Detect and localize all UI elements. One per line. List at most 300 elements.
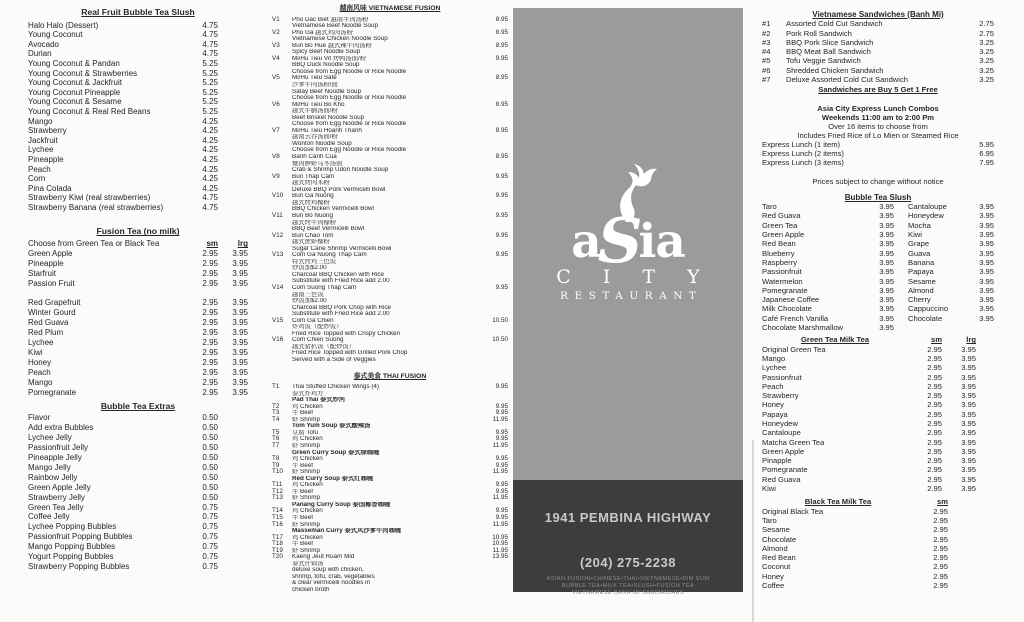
menu-row (28, 463, 248, 473)
item-name: Winter Gourd (28, 308, 76, 318)
item-text: Charcoal BBQ Chicken with Rice (292, 271, 385, 278)
lunch-hours: Weekends 11:00 am to 2:00 Pm (821, 112, 935, 122)
menu-row (762, 211, 894, 220)
item-price-large: 3.95 (232, 249, 248, 259)
item-price-small: 2.95 (927, 446, 942, 456)
item-price: 6.95 (979, 148, 994, 158)
menu-row (908, 249, 994, 258)
menu-row (28, 358, 248, 368)
item-name: Yogurt Popping Bubbles (28, 552, 114, 562)
menu-row (762, 202, 894, 211)
item-price: 4.75 (202, 30, 218, 40)
item-price: 8.95 (495, 100, 508, 108)
item-name: Cappuccino (908, 304, 949, 314)
item-name: Green Apple Jelly (28, 482, 91, 492)
item-price-small: 2.95 (202, 348, 218, 358)
item-code: V13 (272, 251, 284, 259)
item-code: V9 (272, 172, 280, 180)
menu-row (28, 493, 248, 503)
item-text: Thai Stuffed Chicken Wings (4) (292, 384, 380, 391)
item-price-small: 2.95 (927, 465, 942, 475)
item-price: 3.95 (879, 285, 894, 295)
menu-row (908, 304, 994, 313)
item-code: T12 (272, 487, 283, 495)
item-text: Com Chien Suong (292, 337, 344, 344)
page-fold-edge (752, 440, 754, 622)
menu-row (908, 286, 994, 295)
menu-row (762, 221, 894, 230)
item-price: 0.50 (202, 472, 218, 482)
item-price: 0.50 (202, 453, 218, 462)
item-name: Lychee (28, 338, 54, 348)
item-name: Young Coconut & Real Red Beans (28, 106, 151, 116)
item-price: 2.95 (933, 562, 948, 572)
item-code: V7 (272, 126, 280, 134)
item-price: 11.95 (492, 520, 508, 528)
item-price: 10.95 (492, 540, 508, 548)
item-text: 炒饭加$2.00 (292, 265, 327, 272)
item-name: Strawberry Jelly (28, 492, 85, 502)
item-price: 0.75 (202, 502, 218, 512)
menu-row (28, 338, 248, 348)
item-name: Passionfruit (762, 372, 802, 382)
item-price: 2.95 (933, 506, 948, 516)
item-price-large: 3.95 (961, 344, 976, 354)
item-price-small: 2.95 (202, 259, 218, 269)
item-text: Vietnamese Chicken Noodle Soup (292, 36, 388, 43)
item-price-large: 3.95 (232, 298, 248, 308)
menu-row (28, 78, 248, 88)
item-text: Mi/Hu Tieu Vit 烤鸭汤面/粉 (292, 55, 367, 62)
menu-row (762, 507, 948, 516)
item-price: 3.95 (879, 248, 894, 258)
item-price-small: 2.95 (202, 388, 218, 398)
menu-row (908, 202, 994, 211)
item-text: BBQ Duck Noodle Soup (292, 62, 360, 69)
item-price-large: 3.95 (961, 484, 976, 494)
lunch-title: Asia City Express Lunch Combos (817, 103, 939, 113)
menu-row (28, 328, 248, 338)
item-code: T13 (272, 494, 283, 502)
menu-row (762, 304, 894, 313)
item-price: 9.95 (495, 409, 508, 417)
item-text: 虾 Shrimp (292, 495, 320, 502)
item-text: Kaeng Jeut Ruam Mid (292, 554, 355, 561)
section-green-tea-milk-tea (762, 335, 994, 493)
item-text: Crab & Shrimp Udon Noodle Soup (292, 167, 389, 174)
item-text: chicken broth (292, 587, 330, 594)
item-price-small: 2.95 (202, 378, 218, 388)
item-name: Jackfruit (28, 135, 58, 145)
menu-row (762, 562, 948, 571)
item-text: Served with a Side of Veggies (292, 356, 376, 363)
item-name: Red Plum (28, 328, 64, 338)
menu-row (762, 267, 894, 276)
item-name: Tofu Veggie Sandwich (786, 56, 861, 66)
section-title-black-tea-milk-tea: Black Tea Milk Tea (804, 497, 872, 507)
menu-row (28, 522, 248, 532)
menu-row (28, 388, 248, 398)
item-text: 鸡 Chicken (292, 403, 323, 410)
item-name: Sesame (762, 525, 790, 535)
item-text: Com Ga Nuong Thap Cam (292, 252, 367, 259)
item-name: Passion Fruit (28, 279, 75, 289)
sandwich-deal-note: Sandwiches are Buy 5 Get 1 Free (818, 85, 938, 95)
item-text: Panang Curry Soup 泰国椰香咖喱 (292, 501, 391, 508)
item-text: Pho Ga 越式鸡肉汤粉 (292, 29, 353, 36)
item-price: 3.95 (879, 276, 894, 286)
section-title-bubble-tea-extras: Bubble Tea Extras (100, 401, 176, 412)
item-text: Bun Ga Nuong (292, 193, 334, 200)
item-name: Mocha (908, 220, 931, 230)
item-text: Fried Rice Topped with Crispy Chicken (292, 330, 401, 337)
item-price: 2.95 (933, 525, 948, 535)
item-price-small: 2.95 (202, 279, 218, 289)
menu-row (28, 483, 248, 493)
item-name: Taro (762, 202, 777, 212)
item-text: 越式烤牛肉檬粉 (292, 219, 337, 226)
item-price-small: 2.95 (202, 249, 218, 259)
logo-word-restaurant: RESTAURANT (560, 290, 703, 302)
item-price: 9.95 (495, 455, 508, 463)
item-price-small: 2.95 (927, 474, 942, 484)
item-price: 3.95 (979, 257, 994, 267)
menu-row (28, 453, 248, 463)
item-price: 0.75 (202, 552, 218, 562)
section-title-vietnamese-sandwiches: Vietnamese Sandwiches (Banh Mi) (812, 10, 944, 19)
item-price: 2.95 (933, 581, 948, 591)
menu-row (28, 49, 248, 59)
item-text: Masseman Curry 泰式风沙爹牛肉咖喱 (292, 528, 402, 535)
item-price-small: 2.95 (927, 391, 942, 401)
menu-row (908, 267, 994, 276)
item-price: 3.95 (979, 313, 994, 323)
brand-panel (513, 8, 743, 596)
section-title-green-tea-milk-tea: Green Tea Milk Tea (800, 335, 870, 345)
item-name: Cantaloupe (908, 202, 947, 212)
item-price: 2.75 (979, 28, 994, 38)
menu-row (28, 97, 248, 107)
menu-row (28, 203, 248, 213)
item-text: Substitute with Fried Rice add 2.00 (292, 311, 390, 318)
item-name: Honeydew (762, 418, 798, 428)
item-price: 8.95 (495, 74, 508, 82)
price-change-notice: Prices subject to change without notice (812, 176, 944, 186)
item-price: 9.95 (495, 383, 508, 391)
item-price: 11.95 (492, 415, 508, 423)
item-price: 8.95 (495, 126, 508, 134)
item-code: T10 (272, 468, 283, 476)
menu-row (272, 587, 508, 594)
item-price: 3.25 (979, 47, 994, 57)
menu-row (28, 165, 248, 175)
item-name: Lychee (28, 145, 54, 155)
item-price-large: 3.95 (961, 465, 976, 475)
item-name: Honey (762, 400, 784, 410)
menu-row (28, 145, 248, 155)
item-price-large: 3.95 (232, 338, 248, 348)
menu-row (28, 184, 248, 194)
item-price-large: 3.95 (232, 348, 248, 358)
menu-row (762, 47, 994, 56)
item-price: 3.95 (979, 267, 994, 277)
menu-row (908, 239, 994, 248)
item-text: 越式烤肉米粉 (292, 180, 330, 187)
item-code: V6 (272, 100, 280, 108)
item-text: BBQ Beef Vermicelli Bowl (292, 226, 365, 233)
item-price: 4.25 (202, 126, 218, 136)
item-text: Bun Bo Nuong (292, 212, 333, 219)
item-price: 9.95 (495, 172, 508, 180)
item-price: 9.95 (495, 402, 508, 410)
item-price-small: 2.95 (927, 400, 942, 410)
menu-row (28, 59, 248, 69)
fusion-tea-subtitle-row (28, 239, 248, 249)
menu-row (762, 249, 894, 258)
item-price-large: 3.95 (961, 456, 976, 466)
item-price-small: 2.95 (202, 358, 218, 368)
menu-row (28, 40, 248, 50)
item-price: 9.95 (495, 435, 508, 443)
item-price-small: 2.95 (927, 381, 942, 391)
item-price-large: 3.95 (232, 308, 248, 318)
item-name: Peach (28, 164, 51, 174)
section-title-vietnamese-fusion: 越南风味 VIETNAMESE FUSION (339, 5, 441, 12)
item-name: Peach (762, 381, 784, 391)
item-code: T19 (272, 546, 283, 554)
item-text: Banh Canh Cua (292, 154, 337, 161)
item-price-large: 3.95 (961, 428, 976, 438)
item-text: Fried Rice Topped with Grilled Pork Chop (292, 350, 408, 357)
item-name: Sesame (908, 276, 936, 286)
menu-row (762, 345, 976, 354)
item-price-large: 3.95 (961, 372, 976, 382)
item-price-small: 2.95 (202, 308, 218, 318)
item-code: #1 (762, 19, 771, 29)
item-name: Starfruit (28, 269, 57, 279)
section-title-real-fruit-slush: Real Fruit Bubble Tea Slush (81, 7, 195, 17)
item-price: 3.95 (979, 220, 994, 230)
item-price-large: 3.95 (232, 318, 248, 328)
item-text: Com Ga Chien (292, 317, 334, 324)
menu-row (762, 525, 948, 534)
section-title-thai-fusion: 泰式美食 THAI FUSION (353, 372, 427, 380)
item-name: Passionfruit Popping Bubbles (28, 532, 133, 542)
item-price: 5.25 (202, 87, 218, 97)
item-text: Green Curry Soup 泰式绿咖喱 (292, 449, 380, 456)
item-text: 越式蔗虾檬粉 (292, 239, 330, 246)
item-name: Strawberry (28, 126, 67, 136)
menu-row (762, 258, 894, 267)
item-name: Original Black Tea (762, 506, 824, 516)
item-text: 虾 Shrimp (292, 469, 320, 476)
menu-row (28, 88, 248, 98)
restaurant-logo (513, 160, 743, 303)
item-name: Shredded Chicken Sandwich (786, 65, 884, 75)
menu-row (762, 29, 994, 38)
fusion-tea-subtitle: Choose from Green Tea or Black Tea (28, 239, 160, 249)
item-text: 虾 Shrimp (292, 547, 320, 554)
item-name: BBQ Meat Ball Sandwich (786, 47, 871, 57)
menu-row (908, 277, 994, 286)
item-name: Almond (762, 543, 788, 553)
item-price: 2.95 (933, 543, 948, 553)
menu-row (762, 456, 976, 465)
menu-row (762, 66, 994, 75)
item-price: 3.95 (879, 295, 894, 305)
item-name: Red Bean (762, 553, 796, 563)
item-text: Tom Yum Soup 泰式酸辣汤 (292, 423, 371, 430)
item-price: 2.95 (933, 515, 948, 525)
item-text: 鸡 Chicken (292, 456, 323, 463)
item-name: Green Apple (762, 446, 805, 456)
item-price: 4.25 (202, 164, 218, 174)
item-code: T15 (272, 514, 283, 522)
item-name: Green Tea Jelly (28, 502, 84, 512)
item-code: T5 (272, 428, 280, 436)
item-text: Charcoal BBQ Pork Chop with Rice (292, 304, 392, 311)
item-price: 2.95 (933, 553, 948, 563)
item-name: Lychee (762, 363, 787, 373)
item-price-small: 2.95 (927, 409, 942, 419)
item-price: 4.25 (202, 183, 218, 193)
menu-row (28, 443, 248, 453)
item-name: BBQ Pork Slice Sandwich (786, 37, 874, 47)
menu-row (28, 368, 248, 378)
item-name: Young Coconut & Pandan (28, 58, 120, 68)
menu-row (762, 544, 948, 553)
item-text: 泰式什锦汤 (292, 560, 324, 567)
logo-word-asia: aSia (571, 204, 685, 277)
item-text: 虾 Shrimp (292, 521, 320, 528)
item-price: 3.95 (879, 304, 894, 314)
item-text: BBQ Chicken Vermicelli Bowl (292, 206, 374, 213)
item-price-large: 3.95 (232, 368, 248, 378)
item-name: Taro (762, 515, 777, 525)
menu-row (762, 484, 976, 493)
item-code: T17 (272, 533, 283, 541)
item-name: Café French Vanilla (762, 313, 829, 323)
item-price: 5.25 (202, 78, 218, 88)
item-name: Strawberry Popping Bubbles (28, 561, 130, 571)
item-name: Papaya (908, 267, 934, 277)
slush-left-column (762, 202, 894, 332)
item-code: T18 (272, 540, 283, 548)
section-thai-fusion (272, 374, 508, 594)
item-price: 9.95 (495, 251, 508, 259)
item-code: V5 (272, 74, 280, 82)
menu-row (762, 475, 976, 484)
item-text: 牛 Beef (292, 488, 313, 495)
item-name: Guava (908, 248, 931, 258)
item-name: Blueberry (762, 248, 795, 258)
item-price: 8.95 (495, 28, 508, 36)
item-name: Young Coconut Pineapple (28, 87, 121, 97)
item-text: deluxe soup with chicken, (292, 567, 364, 574)
item-price-small: 2.95 (202, 328, 218, 338)
item-price: 9.95 (495, 283, 508, 291)
size-header-large: lrg (966, 335, 976, 345)
menu-row (908, 221, 994, 230)
section-black-tea-milk-tea (762, 497, 994, 590)
menu-row (908, 230, 994, 239)
item-name: Pomegranate (762, 465, 808, 475)
menu-row (28, 174, 248, 184)
item-name: Halo Halo (Dessert) (28, 20, 99, 30)
right-menu-column (762, 10, 994, 590)
item-text: Bun Chao Tom (292, 232, 334, 239)
item-name: Deluxe Assorted Cold Cut Sandwich (786, 75, 908, 85)
item-text: Spicy Beef Noodle Soup (292, 49, 361, 56)
item-price: 11.95 (492, 546, 508, 554)
item-code: V12 (272, 231, 284, 239)
item-name: Young Coconut & Sesame (28, 97, 122, 107)
item-price: 11.95 (492, 494, 508, 502)
item-price: 4.75 (202, 49, 218, 59)
item-price-large: 3.95 (232, 259, 248, 269)
item-name: Kiwi (762, 484, 776, 494)
item-price: 9.95 (495, 487, 508, 495)
section-title-fusion-tea: Fusion Tea (no milk) (96, 226, 180, 237)
menu-row (28, 318, 248, 328)
item-text: Choose from Egg Noodle or Rice Noodle (292, 95, 407, 102)
item-price-small: 2.95 (202, 298, 218, 308)
item-name: Milk Chocolate (762, 304, 812, 314)
item-text: Bun Thap Cam (292, 173, 335, 180)
item-name: Mango (28, 116, 53, 126)
menu-row (762, 428, 976, 437)
item-text: Bun Bo Hue 越式辣牛肉汤粉 (292, 42, 372, 49)
item-name: Coconut (762, 562, 791, 572)
item-name: Green Tea (762, 220, 798, 230)
item-price-small: 2.95 (927, 456, 942, 466)
item-name: Mango Jelly (28, 462, 71, 472)
menu-row (762, 19, 994, 28)
item-price: 3.95 (979, 304, 994, 314)
item-text: 越南云吞汤面/粉 (292, 134, 338, 141)
item-price: 3.95 (879, 211, 894, 221)
item-name: Grape (908, 239, 930, 249)
item-price: 0.50 (202, 433, 218, 443)
item-text: Pho Dac Biet 越南牛肉汤粉 (292, 16, 369, 23)
menu-row (28, 298, 248, 308)
item-text: 虾 Shrimp (292, 416, 320, 423)
item-price-large: 3.95 (232, 328, 248, 338)
menu-row (28, 117, 248, 127)
item-price-small: 2.95 (927, 363, 942, 373)
menu-row (28, 532, 248, 542)
item-name: Pinapple (762, 456, 792, 466)
item-price-large: 3.95 (961, 437, 976, 447)
item-price: 3.95 (879, 267, 894, 277)
menu-row (762, 314, 894, 323)
item-price: 2.95 (933, 534, 948, 544)
item-text: Choose from Egg Noodle or Rice Noodle (292, 68, 407, 75)
item-name: Watermelon (762, 276, 803, 286)
item-price-large: 3.95 (961, 400, 976, 410)
item-code: #2 (762, 28, 771, 38)
item-text: Mi/Hu Tieu Sate (292, 75, 337, 82)
item-name: Matcha Green Tea (762, 437, 825, 447)
item-name: Young Coconut & Jackfruit (28, 78, 122, 88)
menu-row (28, 542, 248, 552)
address-block (513, 480, 743, 596)
item-price: 3.95 (879, 239, 894, 249)
menu-row (762, 277, 894, 286)
item-price: 4.75 (202, 193, 218, 203)
item-price-large: 3.95 (232, 378, 248, 388)
item-price: 8.95 (495, 41, 508, 49)
